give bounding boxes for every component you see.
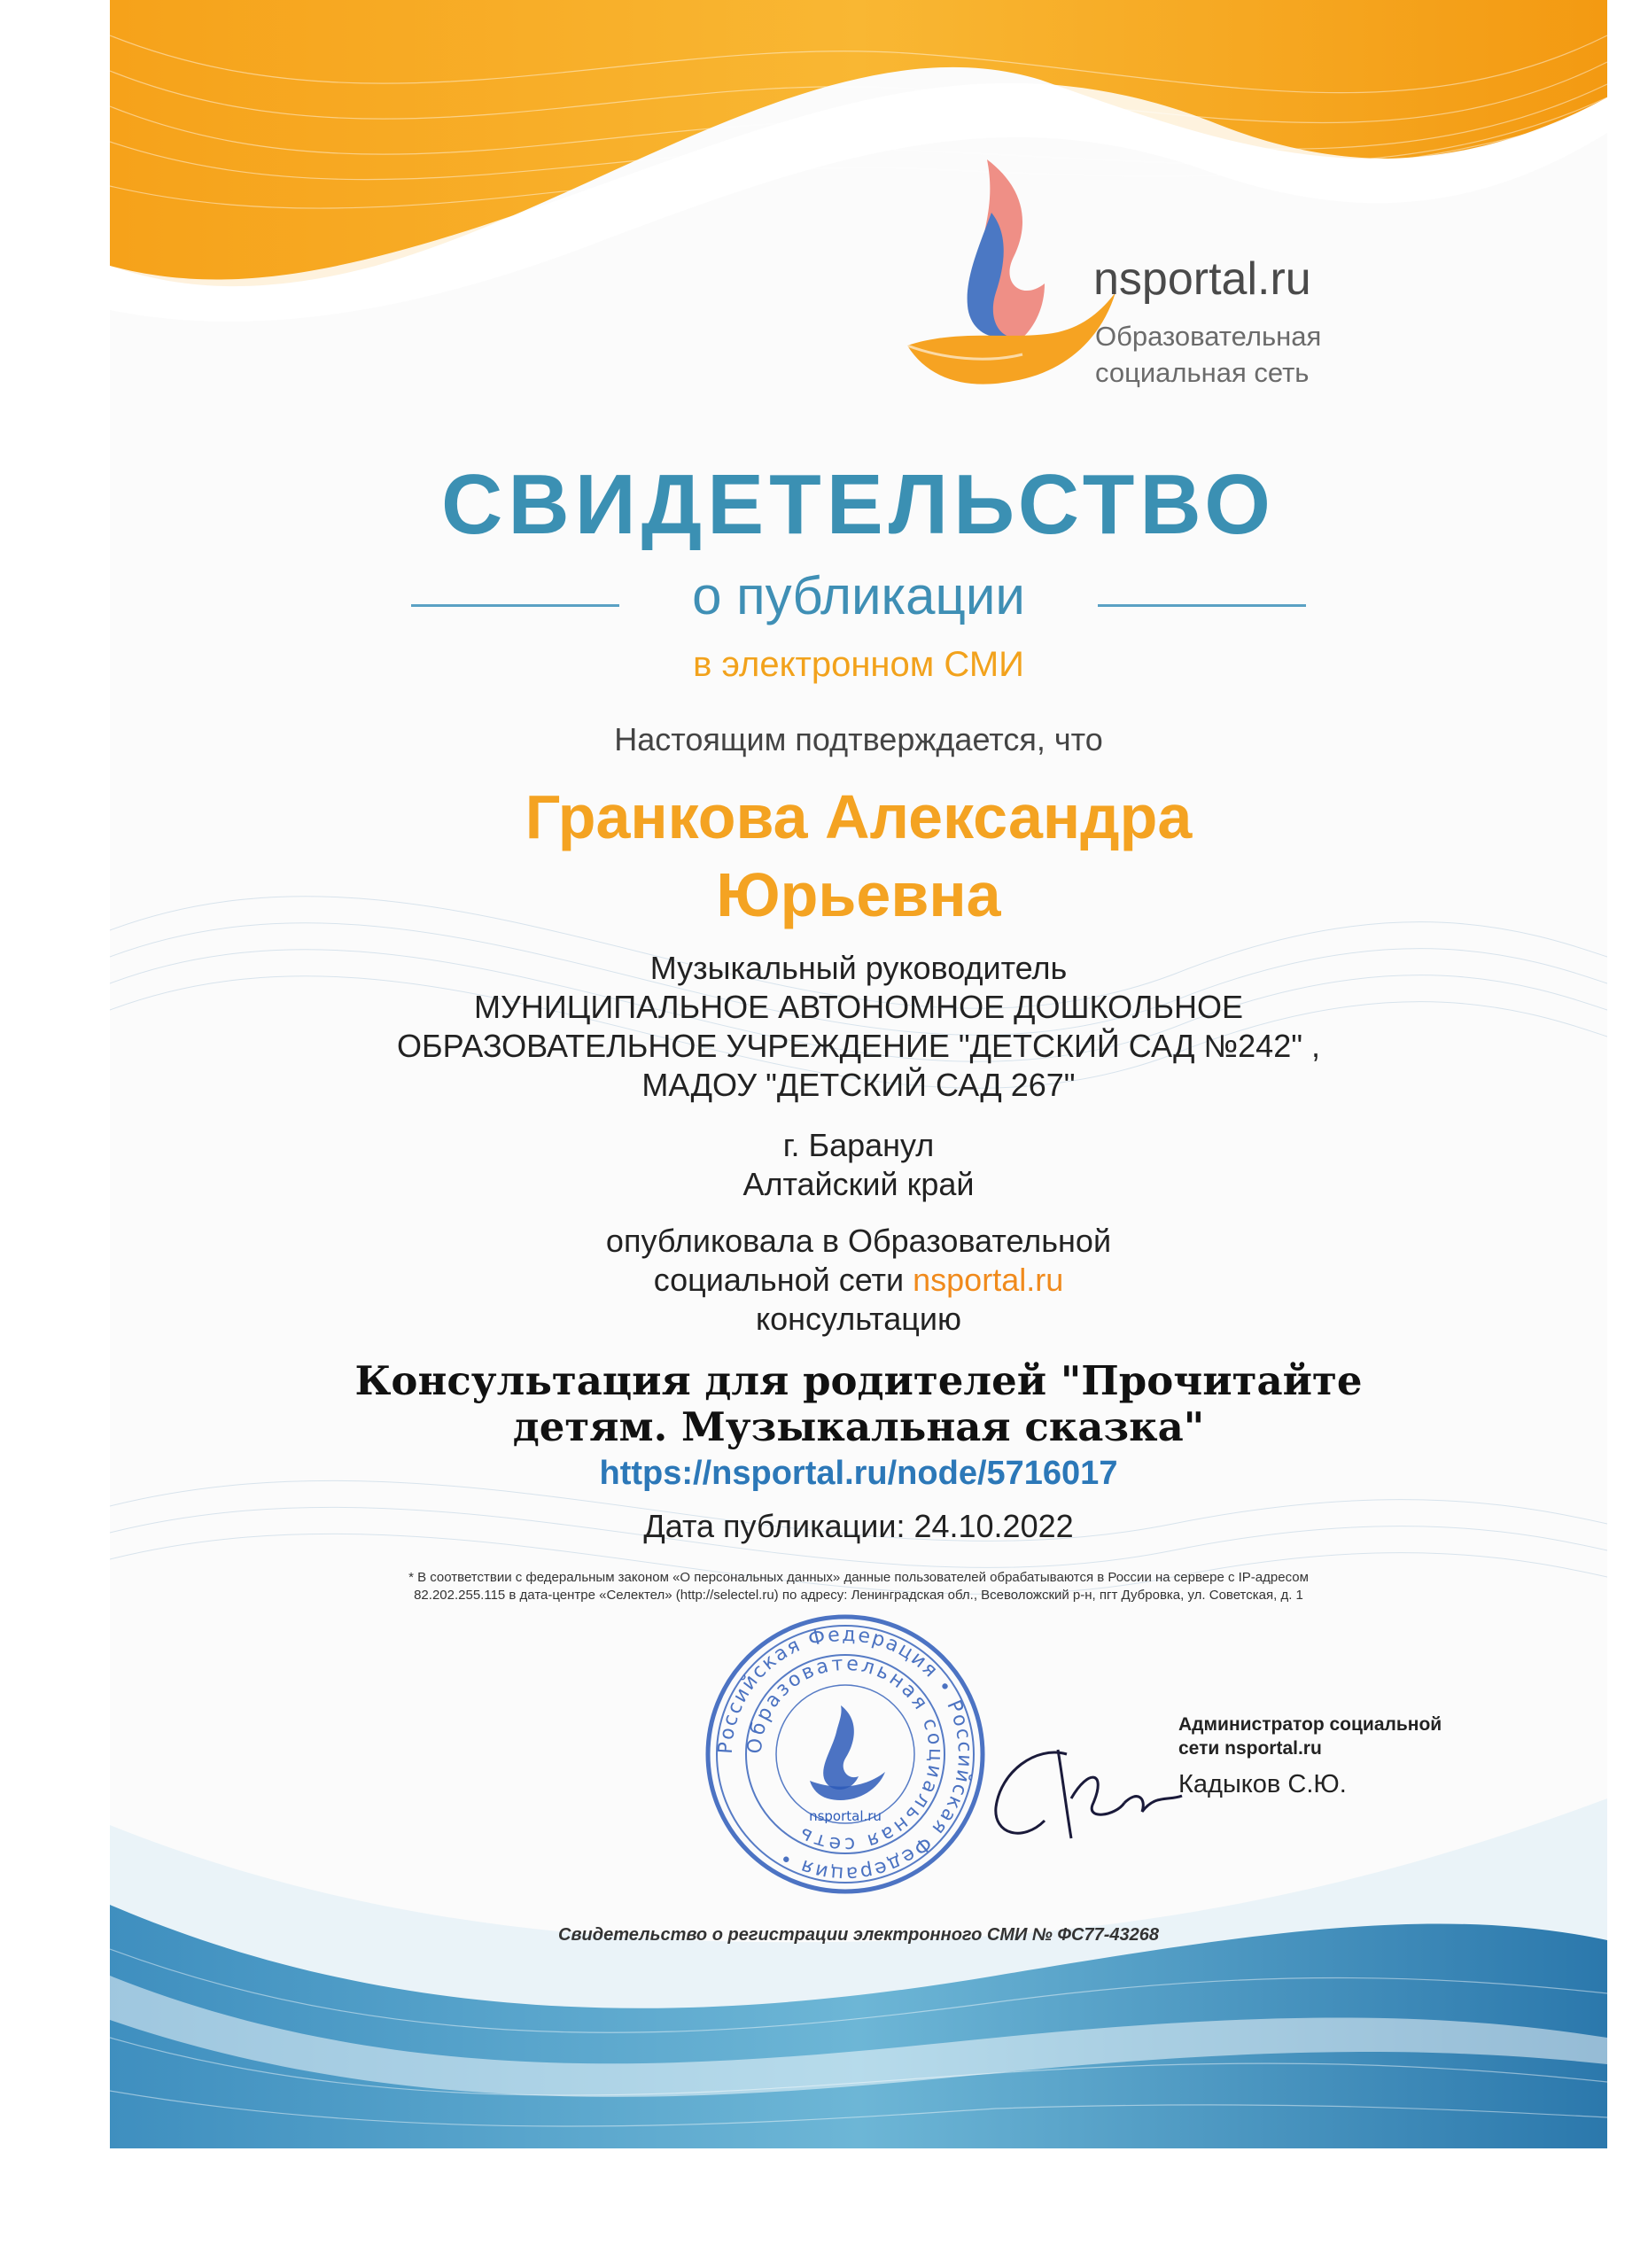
subtitle-right-line <box>1098 604 1306 607</box>
work-title-line1: Консультация для родителей "Прочитайте <box>354 1357 1363 1404</box>
position: Музыкальный руководитель <box>649 950 1068 986</box>
registration-note: Свидетельство о регистрации электронного СМИ № ФС77-43268 <box>558 1925 1159 1945</box>
confirm-text: Настоящим подтверждается, что <box>614 721 1103 757</box>
published-line2-prefix: социальной сети <box>653 1262 905 1298</box>
certificate-subtitle: о публикации <box>692 566 1025 625</box>
stamp-center-label: nsportal.ru <box>809 1808 882 1824</box>
work-title-line2: детям. Музыкальная сказка" <box>512 1403 1205 1450</box>
certificate-sheet <box>110 0 1607 2148</box>
certificate-title: СВИДЕТЕЛЬСТВО <box>441 457 1276 552</box>
recipient-name-line2: Юрьевна <box>716 860 1001 929</box>
logo-subtitle-line2: социальная сеть <box>1095 357 1310 388</box>
organization-line3: МАДОУ "ДЕТСКИЙ САД 267" <box>641 1067 1076 1103</box>
organization-line2: ОБРАЗОВАТЕЛЬНОЕ УЧРЕЖДЕНИЕ "ДЕТСКИЙ САД №242" , <box>396 1028 1320 1064</box>
stamp-flame-icon <box>823 1705 859 1790</box>
published-line1: опубликовала в Образовательной <box>605 1223 1112 1259</box>
work-url-link[interactable]: https://nsportal.ru/node/5716017 <box>599 1455 1118 1492</box>
certificate-subtitle2: в электронном СМИ <box>693 645 1024 684</box>
published-line2 <box>110 1262 1607 1299</box>
logo-subtitle-line1: Образовательная <box>1095 321 1322 352</box>
admin-title-line2: сети nsportal.ru <box>1178 1738 1322 1759</box>
logo-name: nsportal.ru <box>1093 253 1311 305</box>
organization-line1: МУНИЦИПАЛЬНОЕ АВТОНОМНОЕ ДОШКОЛЬНОЕ <box>474 989 1243 1025</box>
published-site-link[interactable]: nsportal.ru <box>913 1262 1064 1298</box>
region: Алтайский край <box>742 1166 975 1202</box>
footnote-line2: 82.202.255.115 в дата-центре «Селектел» (http://selectel.ru) по адресу: Ленинградская обл., Всеволожский р-н, пгт Дубровка, ул. Советская, д. 1 <box>414 1588 1303 1603</box>
admin-name: Кадыков С.Ю. <box>1178 1770 1347 1798</box>
subtitle-row <box>411 565 1306 627</box>
flame-hand-icon <box>890 151 1120 408</box>
stamp-inner-text: Образовательная социальная сеть <box>743 1652 947 1856</box>
signature <box>983 1732 1195 1856</box>
admin-title-line1: Администратор социальной <box>1178 1714 1442 1735</box>
published-line3: консультацию <box>755 1301 962 1337</box>
publication-date: Дата публикации: 24.10.2022 <box>643 1508 1074 1544</box>
stamp-outer-text: Российская Федерация • Российская Федерация • <box>714 1623 976 1885</box>
official-stamp <box>699 1608 991 1900</box>
city: г. Баранул <box>782 1127 935 1163</box>
footnote-line1: * В соответствии с федеральным законом «О персональных данных» данные пользователей обрабатываются в России на сервере с IP-адресом <box>408 1570 1309 1585</box>
recipient-name-line1: Гранкова Александра <box>525 782 1193 851</box>
